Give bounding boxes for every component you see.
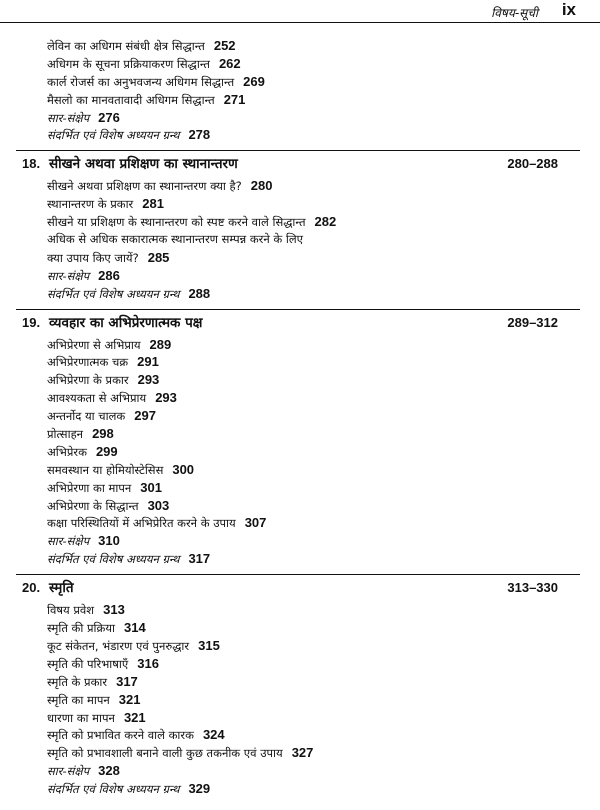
toc-subitem-page: 293 [155, 390, 177, 406]
chapter-list [0, 150, 600, 798]
toc-subitem [0, 353, 600, 371]
toc-subitem [0, 601, 600, 619]
toc-subitem [0, 371, 600, 389]
toc-subitem-text: अभिप्रेरणा के सिद्धान्त [47, 498, 139, 513]
chapter-page-range: 289–312 [507, 314, 558, 330]
chapter-divider [16, 150, 580, 151]
toc-subitem-text: कार्ल रोजर्स का अनुभवजन्य अधिगम सिद्धान्त [47, 74, 235, 89]
toc-subitem-page: 328 [98, 763, 120, 779]
chapter-section [0, 150, 600, 302]
toc-subitem-page: 329 [188, 781, 211, 797]
toc-subitem-page: 324 [202, 727, 225, 743]
toc-subitem-text: प्रोत्साहन [47, 427, 84, 442]
chapter-divider [16, 574, 580, 575]
toc-subitem-page: 289 [149, 336, 172, 352]
toc-subitem-text: सार-संक्षेप [47, 110, 90, 125]
toc-subitem-text: धारणा का मापन [47, 710, 115, 725]
toc-subitem-page: 303 [147, 497, 170, 513]
toc-subitem-text: अभिप्रेरणात्मक चक्र [47, 355, 129, 370]
page-number: ix [561, 0, 576, 19]
toc-subitem [0, 443, 600, 461]
toc-subitem [0, 655, 600, 673]
toc-subitem-page: 300 [172, 461, 195, 477]
toc-subitem-text: संदर्भित एवं विशेष अध्ययन ग्रन्थ [47, 782, 180, 797]
toc-subitem-page: 298 [92, 426, 114, 442]
toc-subitem-page: 281 [142, 196, 164, 212]
toc-subitem [0, 37, 600, 55]
toc-subitem [0, 461, 600, 479]
toc-subitem-page: 278 [188, 127, 211, 143]
toc-subitem-text: स्मृति का मापन [47, 692, 110, 707]
toc-subitem-text: संदर्भित एवं विशेष अध्ययन ग्रन्थ [47, 552, 180, 567]
toc-subitem [0, 691, 600, 709]
toc-subitem-italic [0, 285, 600, 303]
chapter-page-range: 313–330 [507, 580, 558, 596]
toc-subitem-text: स्मृति की प्रक्रिया [47, 621, 116, 636]
toc-subitem-italic [0, 126, 600, 144]
toc-subitem [0, 213, 600, 231]
toc-subitem [0, 195, 600, 213]
toc-subitem-text: अभिप्रेरणा के प्रकार [47, 373, 129, 388]
toc-subitem-text: लेविन का अधिगम संबंधी क्षेत्र सिद्धान्त [47, 39, 205, 53]
toc-subitem-page: 321 [118, 691, 141, 707]
toc-subitem-text: अधिक से अधिक सकारात्मक स्थानान्तरण सम्पन्न करने के लिए [47, 232, 304, 247]
toc-subitem [0, 726, 600, 744]
toc-subitem-text: अधिगम के सूचना प्रक्रियाकरण सिद्धान्त [47, 56, 210, 71]
toc-subitem-page: 280 [250, 178, 273, 194]
toc-subitem-text: आवश्यकता से अभिप्राय [47, 391, 147, 406]
toc-subitem [0, 425, 600, 443]
toc-subitem [0, 177, 600, 195]
toc-subitem-text: कूट संकेतन, भंडारण एवं पुनरुद्धार [47, 638, 190, 653]
toc-subitem-text: स्मृति को प्रभावित करने वाले कारक [47, 728, 194, 743]
chapter-number: 19. [22, 314, 41, 330]
running-header-title: विषय-सूची [491, 6, 538, 20]
toc-subitem-page: 321 [123, 709, 146, 725]
toc-subitem-italic [0, 267, 600, 285]
toc-subitem-page: 314 [124, 620, 146, 636]
toc-subitem-italic [0, 550, 600, 568]
chapter-title: स्मृति [49, 580, 74, 597]
chapter-title: व्यवहार का अभिप्रेरणात्मक पक्ष [49, 314, 203, 331]
toc-subitem-page: 316 [137, 655, 159, 671]
toc-subitem [0, 389, 600, 407]
toc-subitem-text: संदर्भित एवं विशेष अध्ययन ग्रन्थ [47, 128, 180, 143]
toc-subitem [0, 91, 600, 109]
toc-subitem-italic [0, 780, 600, 798]
toc-subitem-text: स्थानान्तरण के प्रकार [47, 197, 134, 212]
toc-subitem-page: 310 [98, 533, 120, 549]
toc-subitem-page: 313 [103, 602, 125, 618]
toc-subitem-text: सीखने अथवा प्रशिक्षण का स्थानान्तरण क्या है? [47, 179, 242, 194]
toc-subitem-italic [0, 762, 600, 780]
chapter-heading [0, 313, 600, 336]
toc-subitem-text: अभिप्रेरणा से अभिप्राय [47, 337, 141, 352]
chapter-divider [16, 309, 580, 310]
toc-subitem-text: स्मृति के प्रकार [47, 674, 108, 689]
toc-subitem-text: कक्षा परिस्थितियों में अभिप्रेरित करने के उपाय [47, 516, 236, 531]
chapter-page-range: 280–288 [507, 156, 558, 172]
toc-subitem [0, 231, 600, 249]
toc-subitem-page: 271 [223, 91, 246, 107]
toc-subitem [0, 514, 600, 532]
table-of-contents [0, 37, 600, 798]
toc-subitem-text: विषय प्रवेश [47, 603, 95, 618]
toc-subitem [0, 673, 600, 691]
toc-subitem [0, 744, 600, 762]
chapter-section [0, 309, 600, 569]
toc-subitem-text: सार-संक्षेप [47, 764, 90, 779]
toc-subitem-text: अन्तर्नोद या चालक [47, 409, 126, 424]
running-header [0, 0, 600, 24]
toc-subitem [0, 619, 600, 637]
toc-subitem-page: 301 [140, 479, 162, 495]
toc-subitem-page: 285 [147, 249, 170, 265]
toc-subitem-page: 317 [116, 673, 138, 689]
toc-subitem-page: 286 [98, 267, 120, 283]
toc-subitem-text: अभिप्रेरक [47, 444, 87, 459]
toc-subitem [0, 479, 600, 497]
toc-subitem-page: 252 [213, 38, 236, 53]
toc-subitem-page: 288 [188, 285, 211, 301]
toc-subitem [0, 637, 600, 655]
toc-subitem-text: क्या उपाय किए जायें? [47, 250, 139, 265]
toc-subitem-page: 317 [188, 551, 211, 567]
toc-subitem-page: 276 [98, 109, 120, 125]
lead-section [0, 37, 600, 144]
toc-subitem-text: स्मृति की परिभाषाएँ [47, 656, 129, 671]
toc-subitem-page: 282 [314, 214, 337, 230]
toc-subitem [0, 709, 600, 727]
chapter-number: 18. [22, 156, 41, 172]
toc-subitem-page: 315 [198, 637, 220, 653]
header-rule [0, 22, 600, 23]
toc-subitem [0, 407, 600, 425]
toc-subitem-text: सीखने या प्रशिक्षण के स्थानान्तरण को स्पष्ट करने वाले सिद्धान्त [47, 215, 306, 230]
toc-subitem-page: 299 [95, 443, 118, 459]
toc-subitem-text: स्मृति को प्रभावशाली बनाने वाली कुछ तकनीक एवं उपाय [47, 746, 283, 761]
toc-subitem [0, 249, 600, 267]
chapter-heading [0, 578, 600, 601]
toc-subitem-text: मैसलो का मानवतावादी अधिगम सिद्धान्त [47, 92, 215, 107]
toc-subitem [0, 336, 600, 354]
toc-subitem-text: संदर्भित एवं विशेष अध्ययन ग्रन्थ [47, 286, 180, 301]
toc-subitem-italic [0, 109, 600, 127]
toc-subitem [0, 497, 600, 515]
toc-subitem-page: 327 [291, 745, 314, 761]
toc-subitem-page: 269 [243, 73, 265, 89]
toc-subitem-page: 293 [137, 372, 160, 388]
chapter-number: 20. [22, 580, 41, 596]
toc-subitem-page: 291 [137, 354, 159, 370]
toc-subitem-page: 297 [134, 408, 156, 424]
chapter-title: सीखने अथवा प्रशिक्षण का स्थानान्तरण [49, 156, 238, 173]
toc-subitem-text: सार-संक्षेप [47, 268, 90, 283]
toc-subitem-text: समवस्थान या होमियोस्टेसिस [47, 462, 164, 477]
toc-subitem [0, 55, 600, 73]
toc-subitem-italic [0, 532, 600, 550]
toc-subitem-text: अभिप्रेरणा का मापन [47, 480, 132, 495]
chapter-section [0, 574, 600, 798]
toc-subitem-text: सार-संक्षेप [47, 534, 90, 549]
toc-subitem [0, 73, 600, 91]
toc-subitem-page: 307 [244, 515, 267, 531]
toc-subitem-page: 262 [218, 55, 241, 71]
chapter-heading [0, 154, 600, 177]
